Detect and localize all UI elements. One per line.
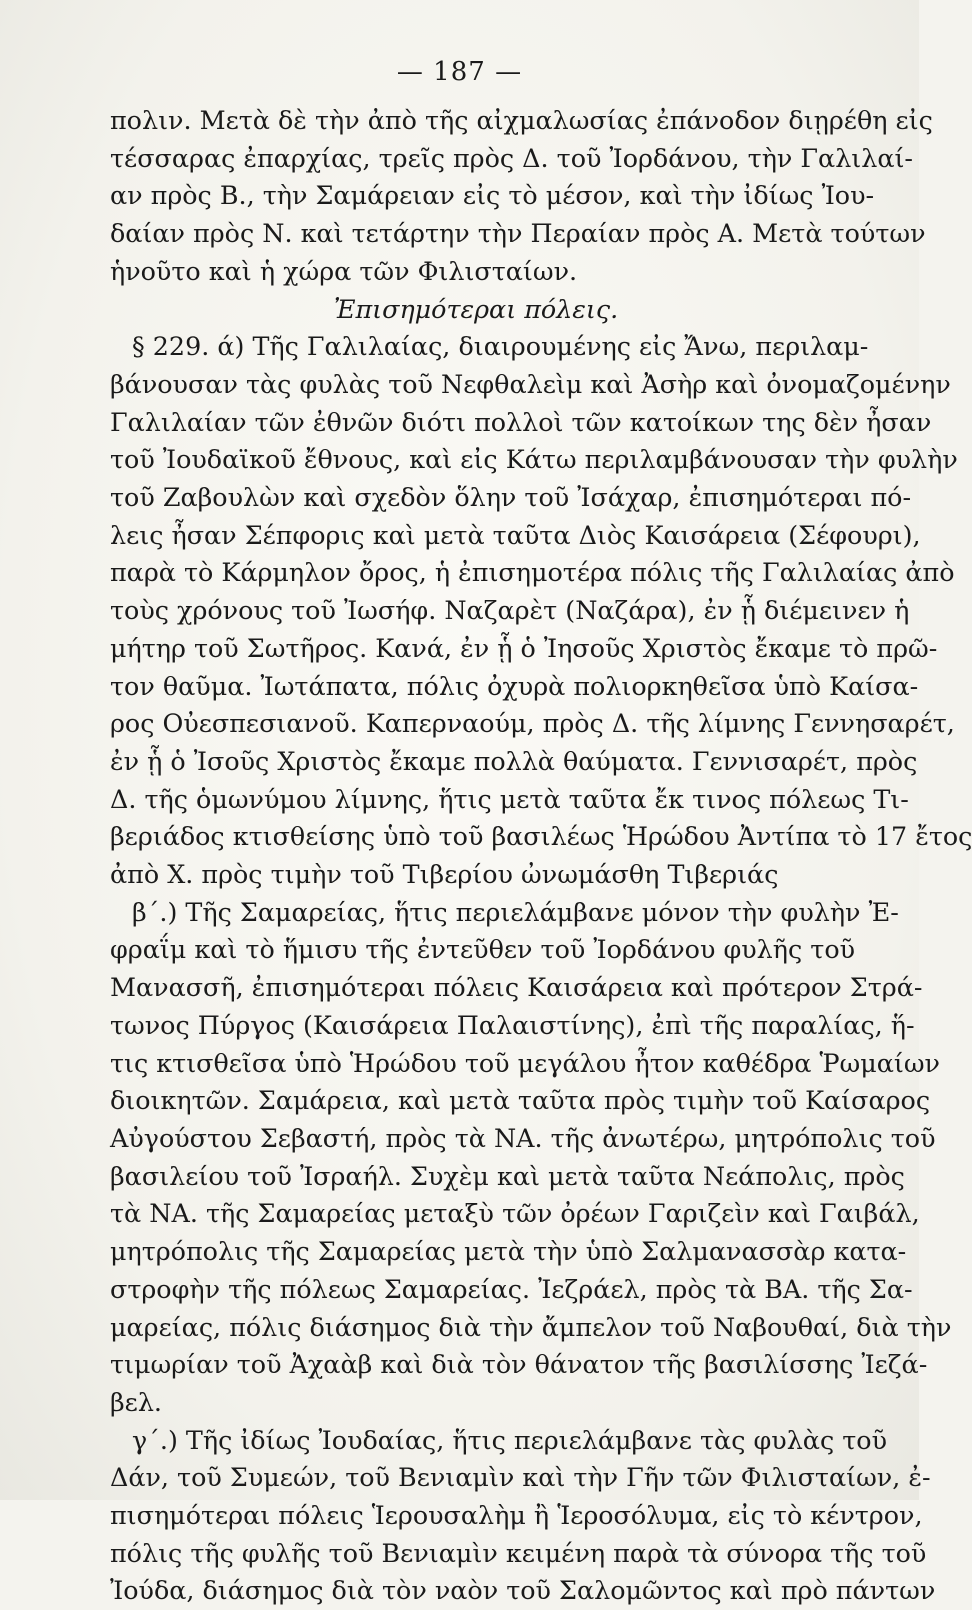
- paragraph-start-line: β΄.) Τῆς Σαμαρείας, ἥτις περιελάμβανε μόνον τὴν φυλὴν Ἐ-: [132, 896, 899, 927]
- text-line: στροφὴν τῆς πόλεως Σαμαρείας. Ἰεζράελ, πρὸς τὰ ΒΑ. τῆς Σα-: [110, 1273, 913, 1304]
- text-line: τιμωρίαν τοῦ Ἀχαὰβ καὶ διὰ τὸν θάνατον τῆς βασιλίσσης Ἰεζά-: [110, 1349, 928, 1380]
- text-line: τωνος Πύργος (Καισάρεια Παλαιστίνης), ἐπὶ τῆς παραλίας, ἥ-: [110, 1009, 915, 1040]
- text-line: τοῦ Ἰουδαϊκοῦ ἔθνους, καὶ εἰς Κάτω περιλαμβάνουσαν τὴν φυλὴν: [110, 444, 958, 475]
- text-line: πολιν. Μετὰ δὲ τὴν ἀπὸ τῆς αἰχμαλωσίας ἐπάνοδον διῃρέθη εἰς: [110, 105, 933, 135]
- text-line: μήτηρ τοῦ Σωτῆρος. Κανά, ἐν ᾗ ὁ Ἰησοῦς Χριστὸς ἔκαμε τὸ πρῶ-: [110, 632, 938, 663]
- text-line: λεις ἦσαν Σέπφορις καὶ μετὰ ταῦτα Διὸς Καισάρεια (Σέφουρι),: [110, 519, 921, 550]
- text-line: Δ. τῆς ὁμωνύμου λίμνης, ἥτις μετὰ ταῦτα ἔκ τινος πόλεως Τι-: [110, 783, 909, 814]
- text-line: τον θαῦμα. Ἰωτάπατα, πόλις ὀχυρὰ πολιορκηθεῖσα ὑπὸ Καίσα-: [110, 670, 919, 701]
- text-line: ἐν ᾗ ὁ Ἰσοῦς Χριστὸς ἔκαμε πολλὰ θαύματα. Γεννισαρέτ, πρὸς: [110, 745, 918, 776]
- page-number: — 187 —: [396, 57, 523, 87]
- text-line: Μανασσῆ, ἐπισημότεραι πόλεις Καισάρεια καὶ πρότερον Στρά-: [110, 972, 923, 1003]
- page-body-text: [110, 102, 972, 1610]
- text-line: Γαλιλαίαν τῶν ἐθνῶν διότι πολλοὶ τῶν κατοίκων της δὲν ἦσαν: [110, 406, 932, 437]
- text-line: Ἰούδα, διάσημος διὰ τὸν ναὸν τοῦ Σαλομῶντος καὶ πρὸ πάντων: [110, 1575, 936, 1606]
- text-line: πόλις τῆς φυλῆς τοῦ Βενιαμὶν κειμένη παρὰ τὰ σύνορα τῆς τοῦ: [110, 1537, 927, 1568]
- text-line: μητρόπολις τῆς Σαμαρείας μετὰ τὴν ὑπὸ Σαλμανασσὰρ κατα-: [110, 1236, 907, 1267]
- text-line: πισημότεραι πόλεις Ἱερουσαλὴμ ἢ Ἱεροσόλυμα, εἰς τὸ κέντρον,: [110, 1500, 923, 1531]
- paragraph-start-line: § 229. ά) Τῆς Γαλιλαίας, διαιρουμένης εἰς Ἄνω, περιλαμ-: [132, 331, 869, 362]
- text-line: μαρείας, πόλις διάσημος διὰ τὴν ἄμπελον τοῦ Ναβουθαί, διὰ τὴν: [110, 1311, 952, 1342]
- text-line: δαίαν πρὸς Ν. καὶ τετάρτην τὴν Περαίαν πρὸς Α. Μετὰ τούτων: [110, 218, 926, 249]
- text-line: ρος Οὐεσπεσιανοῦ. Καπερναούμ, πρὸς Δ. τῆς λίμνης Γεννησαρέτ,: [110, 708, 955, 739]
- paragraph-start-line: γ΄.) Τῆς ἰδίως Ἰουδαίας, ἥτις περιελάμβανε τὰς φυλὰς τοῦ: [132, 1424, 887, 1455]
- text-line: τοὺς χρόνους τοῦ Ἰωσήφ. Ναζαρὲτ (Ναζάρα), ἐν ᾗ διέμεινεν ἡ: [110, 595, 910, 626]
- text-line: τέσσαρας ἐπαρχίας, τρεῖς πρὸς Δ. τοῦ Ἰορδάνου, τὴν Γαλιλαί-: [110, 142, 914, 173]
- text-line: βεριάδος κτισθείσης ὑπὸ τοῦ βασιλέως Ἡρώδου Ἀντίπα τὸ 17 ἔτος: [110, 821, 972, 852]
- text-line: διοικητῶν. Σαμάρεια, καὶ μετὰ ταῦτα πρὸς τιμὴν τοῦ Καίσαρος: [110, 1085, 931, 1116]
- section-heading: Ἐπισημότεραι πόλεις.: [333, 293, 619, 324]
- text-line: φραΐμ καὶ τὸ ἥμισυ τῆς ἐντεῦθεν τοῦ Ἰορδάνου φυλῆς τοῦ: [110, 934, 856, 965]
- text-line: βασιλείου τοῦ Ἰσραήλ. Συχὲμ καὶ μετὰ ταῦτα Νεάπολις, πρὸς: [110, 1160, 905, 1191]
- text-line: τὰ ΝΑ. τῆς Σαμαρείας μεταξὺ τῶν ὀρέων Γαριζεὶν καὶ Γαιβάλ,: [110, 1198, 920, 1229]
- text-line: αν πρὸς Β., τὴν Σαμάρειαν εἰς τὸ μέσον, καὶ τὴν ἰδίως Ἰου-: [110, 180, 875, 211]
- text-line: βάνουσαν τὰς φυλὰς τοῦ Νεφθαλεὶμ καὶ Ἀσὴρ καὶ ὀνομαζομένην: [110, 368, 951, 399]
- text-line: τοῦ Ζαβουλὼν καὶ σχεδὸν ὅλην τοῦ Ἰσάχαρ, ἐπισημότεραι πό-: [110, 482, 912, 513]
- text-line: τις κτισθεῖσα ὑπὸ Ἡρώδου τοῦ μεγάλου ἦτον καθέδρα Ῥωμαίων: [110, 1047, 940, 1078]
- text-line: ἡνοῦτο καὶ ἡ χώρα τῶν Φιλισταίων.: [110, 255, 578, 286]
- text-line: Αὐγούστου Σεβαστή, πρὸς τὰ ΝΑ. τῆς ἀνωτέρω, μητρόπολις τοῦ: [110, 1122, 936, 1153]
- text-line: ἀπὸ Χ. πρὸς τιμὴν τοῦ Τιβερίου ὠνωμάσθη Τιβεριάς: [110, 859, 779, 890]
- text-line: Δάν, τοῦ Συμεών, τοῦ Βενιαμὶν καὶ τὴν Γῆν τῶν Φιλισταίων, ἐ-: [110, 1462, 931, 1493]
- text-line: βελ.: [110, 1386, 162, 1417]
- text-line: παρὰ τὸ Κάρμηλον ὄρος, ἡ ἐπισημοτέρα πόλις τῆς Γαλιλαίας ἀπὸ: [110, 557, 955, 588]
